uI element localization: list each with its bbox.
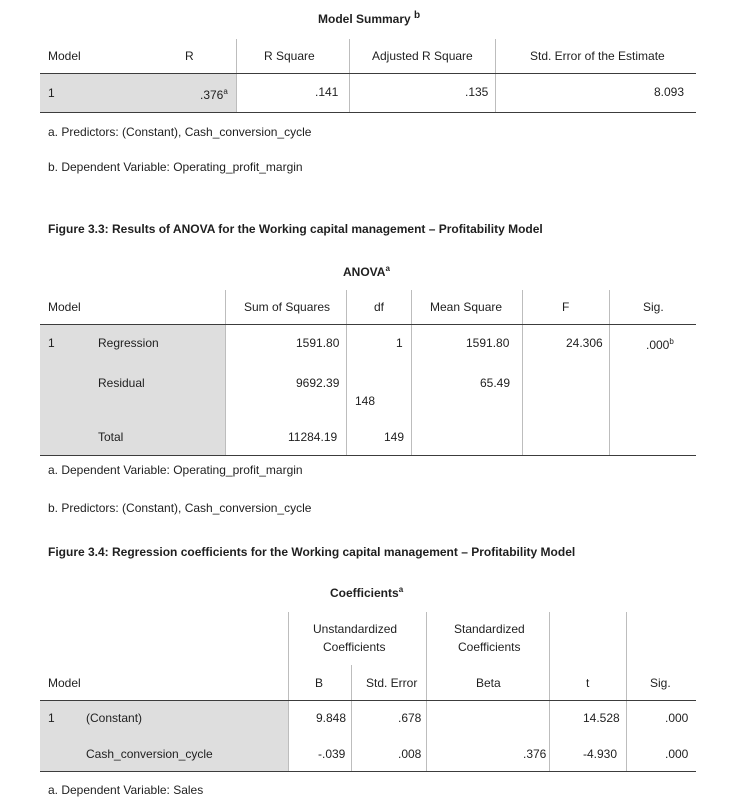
anova-ss: 9692.39 bbox=[296, 376, 340, 390]
coef-row-label: Cash_conversion_cycle bbox=[86, 747, 213, 761]
coef-row-label: (Constant) bbox=[86, 711, 143, 725]
ms-model-number: 1 bbox=[48, 86, 55, 100]
ms-note-a: a. Predictors: (Constant), Cash_conversion_cycle bbox=[48, 125, 312, 139]
ms-note-b: b. Dependent Variable: Operating_profit_margin bbox=[48, 160, 303, 174]
coef-header-std-error: Std. Error bbox=[366, 676, 418, 690]
coef-t: -4.930 bbox=[583, 747, 618, 761]
coef-group-unstd-line1: Unstandardized bbox=[313, 622, 398, 636]
coef-header-t: t bbox=[586, 676, 590, 690]
anova-header-ss: Sum of Squares bbox=[244, 300, 331, 314]
ms-value-adj-r-square: .135 bbox=[465, 85, 489, 99]
anova-model-number: 1 bbox=[48, 336, 55, 350]
coef-group-std-line2: Coefficients bbox=[458, 640, 521, 654]
coef-t: 14.528 bbox=[583, 711, 620, 725]
anova-df: 149 bbox=[384, 430, 405, 444]
ms-header-r-square: R Square bbox=[264, 49, 315, 63]
coef-sig: .000 bbox=[665, 747, 689, 761]
anova-row-label: Regression bbox=[98, 336, 159, 350]
anova-note-a: a. Dependent Variable: Operating_profit_margin bbox=[48, 463, 303, 477]
coef-b: 9.848 bbox=[316, 711, 347, 725]
coef-header-sig: Sig. bbox=[650, 676, 671, 690]
coef-header-beta: Beta bbox=[476, 676, 501, 690]
ms-header-adj-r-square: Adjusted R Square bbox=[372, 49, 473, 63]
coef-se: .008 bbox=[398, 747, 422, 761]
anova-header-df: df bbox=[374, 300, 385, 314]
anova-header-f: F bbox=[562, 300, 570, 314]
ms-value-std-error: 8.093 bbox=[654, 85, 685, 99]
anova-title: ANOVA$^a$ bbox=[343, 264, 390, 279]
coef-group-unstd-line2: Coefficients bbox=[323, 640, 386, 654]
coef-header-b: B bbox=[315, 676, 324, 690]
anova-header-ms: Mean Square bbox=[430, 300, 503, 314]
ms-value-r-square: .141 bbox=[315, 85, 339, 99]
coef-model-number: 1 bbox=[48, 711, 55, 725]
coef-beta: .376 bbox=[523, 747, 547, 761]
anova-header-sig: Sig. bbox=[643, 300, 664, 314]
coef-note-a: a. Dependent Variable: Sales bbox=[48, 783, 204, 797]
anova-row-label: Residual bbox=[98, 376, 145, 390]
anova-note-b: b. Predictors: (Constant), Cash_conversion_cycle bbox=[48, 501, 312, 515]
figure-3-3-caption: Figure 3.3: Results of ANOVA for the Working capital management – Profitability Model bbox=[48, 222, 543, 236]
anova-ms: 65.49 bbox=[480, 376, 511, 390]
model-summary-title: Model Summary $^b$ bbox=[318, 10, 421, 26]
ms-header-r: R bbox=[185, 49, 194, 63]
ms-value-r: .376$^a$ bbox=[200, 87, 228, 102]
coef-se: .678 bbox=[398, 711, 422, 725]
anova-df: 148 bbox=[355, 394, 376, 408]
anova-f: 24.306 bbox=[566, 336, 603, 350]
anova-ss: 11284.19 bbox=[288, 430, 338, 444]
ms-header-model: Model bbox=[48, 49, 81, 63]
ms-header-std-error: Std. Error of the Estimate bbox=[530, 49, 665, 63]
anova-header-model: Model bbox=[48, 300, 81, 314]
anova-ms: 1591.80 bbox=[466, 336, 510, 350]
coef-sig: .000 bbox=[665, 711, 689, 725]
anova-df: 1 bbox=[396, 336, 403, 350]
anova-ss: 1591.80 bbox=[296, 336, 340, 350]
coef-group-std-line1: Standardized bbox=[454, 622, 525, 636]
coefficients-title: Coefficients$^a$ bbox=[330, 585, 404, 600]
anova-row-label: Total bbox=[98, 430, 124, 444]
coef-header-model: Model bbox=[48, 676, 81, 690]
figure-3-4-caption: Figure 3.4: Regression coefficients for the Working capital management – Profitability Model bbox=[48, 545, 576, 559]
anova-sig: .000$^b$ bbox=[646, 337, 674, 352]
coef-b: -.039 bbox=[318, 747, 346, 761]
